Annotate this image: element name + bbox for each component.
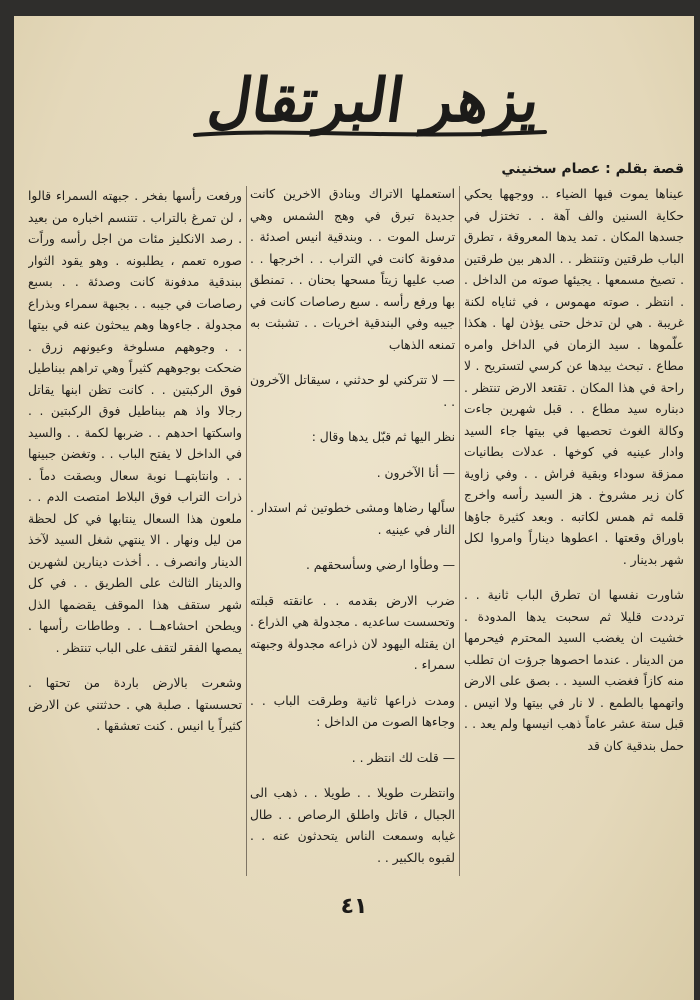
paragraph: استعملها الاتراك وبنادق الاخرين كانت جديدة تبرق في وهج الشمس وهي ترسل الموت . . وبندقية انيس اصدئة . مدفونة كانت في التراب . . اخرجها . . صب عليها زيتاً مسحها بحنان . . تمنطق بها ورفع رأسه . سبع رصاصات كانت في جيبه وفي البندقية اخريات . . تشبثت به تمنعه الذهاب [250,187,455,352]
text-column-middle [250,184,455,884]
column-divider [246,186,247,876]
paragraph: ومدت ذراعها ثانية وطرقت الباب . . وجاءها الصوت من الداخل : [250,693,455,729]
paragraph: وانتظرت طويلا . . طويلا . . ذهب الى الجبال ، قاتل واطلق الرصاص . . طال غيابه وسمعت الناس يتحدثون عنه . . لقبوه بالكبير . . [250,786,455,865]
paragraph: ضرب الارض بقدمه . . عانقته قبلته وتحسست ساعديه . مجدولة هي الذراع . ان يقتله اليهود لان ذراعه مجدولة وجبهته سمراء . [250,593,455,672]
paragraph: — وطأوا ارضي وسأسحقهم . [305,558,455,572]
paragraph: نظر اليها ثم قبّل يدها وقال : [311,430,455,444]
paragraph: — قلت لك انتظر . . [351,750,455,765]
paragraph: ورفعت رأسها بفخر . جبهته السمراء قالوا ، لن تمرغ بالتراب . تتنسم اخباره من بعيد . رصد الانكليز مئات من اجل رأسه وراًت صوره تعمم ، يطلبونه . وهو يقود الثوار ببندقية مدفونة كانت وصدئة . . بسبع رصاصات في جيبه . . بجبهة سمراء وبذراع مجدولة . جاءوها وهم يبحثون عنه في بيتها . . وجوههم مسلوخة وعيونهم زرق . ضحكت بوجوههم كثيراً وهي تراهم ببناطيل فوق الركبتين . . كانت تظن ابنها يقاتل رجالا واذ هم ببناطيل فوق الركبتين . . واسكتها احدهم . . ضربها لكمة . . والسيد في الداخل لا يفتح الباب . . وتغضن جبينها . . وانتابتهــا نوبة سعال وبصقت دماً . ذرات التراب فوق البلاط امتصت الدم . . ملعون هذا السعال ينتابها في كل لحظة من ليل ونهار . الا ينتهي شغل السيد لآخذ الدينار وانصرف . . أخذت دينارين لشهرين والدينار الثالث على الطريق . . في كل شهر ستقف هذا الموقف يقضمها الذل ويطحن احشاءهــا . . وطاطات رأسها . يمصها الفقر لتقف على الباب تنتظر . [28,189,242,655]
text-column-right [464,184,684,884]
paragraph: — أنا الآخرون . [376,465,455,480]
paragraph: ساًلها رضاها ومشى خطوتين ثم استدار . النار في عينيه . [250,501,455,537]
article-byline: قصة بقلم : عصام سخنيني [501,161,684,177]
text-column-left [28,186,242,886]
column-divider [459,186,460,876]
title-underline-swash [190,126,550,140]
paragraph: شاورت نفسها ان تطرق الباب ثانية . . ترددت قليلا ثم سحبت يدها المدودة . خشيت ان يغضب السيد المحترم فيحرمها من الدينار . عندما احصوها جرؤت ان تطلب منه كازاً فغضب السيد . . بصق على الارض واتهمها بالطمع . لا نار في بيتها ولا انيس . قبل ستة عشر عاماً ذهب انيسها ولم يعد . . حمل بندقية كان قد [464,588,684,753]
paragraph: — لا تتركني لو حدثني ، سيقاتل الآخرون . . [250,373,455,409]
paragraph: وشعرت بالارض باردة من تحتها . تحسستها . صلبة هي . حدثتني عن الارض كثيراً يا انيس . كنت تعشقها . [28,676,242,733]
page-number: ٤١ [340,894,368,919]
magazine-page [14,16,694,1000]
paragraph: عيناها يموت فيها الضياء .. ووجهها يحكي حكاية السنين والف آهة . . تختزل في جسدها المكان . تمد يدها المعروقة ، تطرق الباب طرقتين وتنتظر . . الدهر بين طرقتين . تصيخ مسمعها . يجيئها صوته من الداخل . . انتظر . صوته مهموس ، في ثناياه لكنة غريبة . هي لن تدخل حتى يؤذن لها . هكذا علّموها . سيد الزمان في الداخل وامره مطاع . تبحث بيدها عن كرسي لتستريح . لا راحة في هذا المكان . تقتعد الارض تنتظر . دبناره سيد مطاع . . قبل شهرين جاءت وكالة الغوث تحصيها في بيتها جاء السيد وادار عينيه في كوخها . عدلات بطانيات ممزقة سوداء وبقية فراش . . وفي زاوية كان زير مشروخ . هز السيد رأسه واخرج قلمه ثم همس لكاتبه . وبعد كثيرة جاؤها باوراق وقعتها . اعطوها ديناراً وامروا لكل شهر بدينار . [464,187,684,567]
article-title: يزهر البرتقال [203,66,545,136]
article-header [14,16,694,156]
